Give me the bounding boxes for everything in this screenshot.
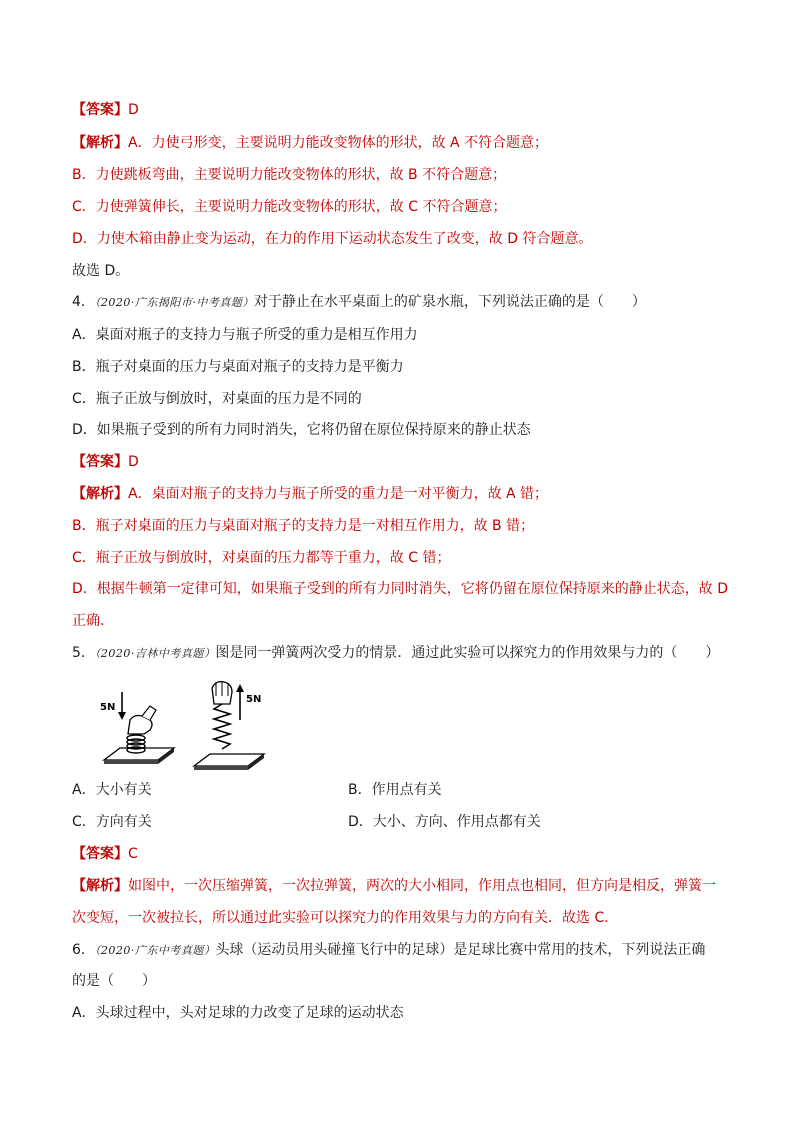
q5-option-b: B．作用点有关: [348, 782, 442, 798]
q5-stem: [72, 644, 719, 663]
q6-stem-continued: 的是（ ）: [72, 973, 156, 989]
q5-analysis-line: 次变短，一次被拉长，所以通过此实验可以探究力的作用效果与力的方向有关．故选 C．: [72, 910, 619, 926]
question-number: 4．: [72, 294, 95, 310]
question-number: 5．: [72, 645, 95, 661]
q4-analysis-line: D．根据牛顿第一定律可知，如果瓶子受到的所有力同时消失，它将仍留在原位保持原来的静止状态，故 D: [72, 581, 729, 597]
q3-analysis-line: C．力使弹簧伸长，主要说明力能改变物体的形状，故 C 不符合题意；: [72, 199, 507, 215]
q4-option-c: C．瓶子正放与倒放时，对桌面的压力是不同的: [72, 391, 362, 407]
question-text: 头球（运动员用头碰撞飞行中的足球）是足球比赛中常用的技术，下列说法正确: [215, 942, 706, 958]
q3-conclusion: 故选 D。: [72, 263, 130, 279]
compressed-spring-scene: [100, 692, 174, 764]
q3-analysis-line: B．力使跳板弯曲，主要说明力能改变物体的形状，故 B 不符合题意；: [72, 167, 507, 183]
q4-option-a: A．桌面对瓶子的支持力与瓶子所受的重力是相互作用力: [72, 327, 418, 343]
q3-analysis-line: 【解析】A．力使弓形变，主要说明力能改变物体的形状，故 A 不符合题意；: [72, 135, 549, 151]
q4-option-b: B．瓶子对桌面的压力与桌面对瓶子的支持力是平衡力: [72, 359, 404, 375]
question-source: （2020·广东揭阳市·中考真题）: [94, 296, 254, 309]
question-source: （2020·广东中考真题）: [94, 944, 216, 957]
analysis-label: 【解析】: [72, 878, 128, 894]
question-text: 图是同一弹簧两次受力的情景．通过此实验可以探究力的作用效果与力的（ ）: [215, 645, 720, 661]
q5-option-d: D．大小、方向、作用点都有关: [348, 814, 541, 830]
q4-analysis-line: C．瓶子正放与倒放时，对桌面的压力都等于重力，故 C 错；: [72, 550, 451, 566]
q5-analysis-line: 【解析】如图中，一次压缩弹簧，一次拉弹簧，两次的大小相同，作用点也相同，但方向是相反，弹簧一: [72, 878, 716, 894]
q5-answer: [72, 845, 138, 863]
up-arrow-head: [236, 684, 244, 692]
base-plate-edge-left: [104, 760, 158, 764]
q5-option-c: C．方向有关: [72, 814, 152, 830]
question-number: 6．: [72, 942, 95, 958]
q3-answer: [72, 101, 139, 119]
q3-analysis-line: D．力使木箱由静止变为运动，在力的作用下运动状态发生了改变，故 D 符合题意。: [72, 231, 593, 247]
answer-value: D: [128, 102, 139, 118]
stretched-spring-scene: [194, 681, 264, 770]
force-label-right: 5N: [246, 694, 262, 705]
q4-analysis-line: 【解析】A．桌面对瓶子的支持力与瓶子所受的重力是一对平衡力，故 A 错；: [72, 486, 549, 502]
analysis-label: 【解析】: [72, 135, 128, 151]
answer-value: C: [128, 846, 138, 862]
q4-analysis-line: B．瓶子对桌面的压力与桌面对瓶子的支持力是一对相互作用力，故 B 错；: [72, 518, 535, 534]
question-source: （2020·吉林中考真题）: [94, 647, 216, 660]
analysis-label: 【解析】: [72, 486, 128, 502]
q4-option-d: D．如果瓶子受到的所有力同时消失，它将仍留在原位保持原来的静止状态: [72, 422, 531, 438]
spring-coils: [214, 704, 230, 749]
q6-option-a: A．头球过程中，头对足球的力改变了足球的运动状态: [72, 1005, 404, 1021]
q4-analysis-line: 正确．: [72, 613, 114, 629]
q4-stem: [72, 293, 646, 312]
answer-value: D: [128, 454, 139, 470]
down-arrow-head: [118, 712, 126, 720]
q6-stem: [72, 941, 705, 960]
answer-label: 【答案】: [72, 102, 128, 118]
force-label-left: 5N: [100, 702, 116, 713]
spring-illustration: [98, 676, 288, 776]
spring-figure: [98, 676, 288, 776]
base-plate-edge-right: [194, 766, 248, 770]
answer-label: 【答案】: [72, 454, 128, 470]
q5-option-a: A．大小有关: [72, 782, 152, 798]
q4-answer: [72, 453, 139, 471]
answer-label: 【答案】: [72, 846, 128, 862]
question-text: 对于静止在水平桌面上的矿泉水瓶，下列说法正确的是（ ）: [253, 294, 646, 310]
